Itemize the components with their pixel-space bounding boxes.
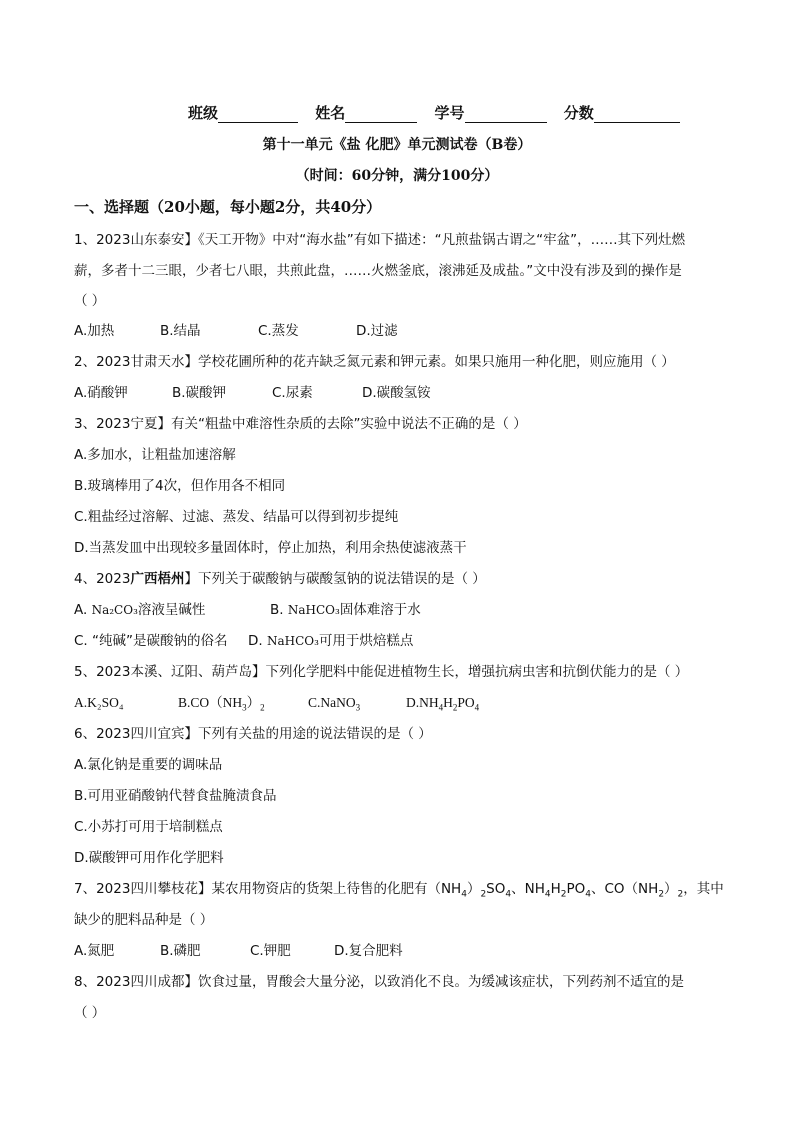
option-b[interactable]: $B.CO(NH_3)_2$ (178, 695, 265, 713)
question-7-line-1: 7、2023四川攀枝花】某农用物资店的货架上待售的化肥有$(NH_4)_2SO_4$、$NH_4H_2PO_4$、$CO(NH_2)_2$，其中 (74, 881, 724, 900)
question-2-options (74, 384, 724, 402)
exam-title: 第十一单元《盐 化肥》单元测试卷（B卷） (262, 137, 532, 153)
exam-subtitle: （时间：60分钟，满分100分） (295, 168, 499, 184)
question-1-line-2: 薪，多者十二三眼，少者七八眼，共煎此盘，……火燃釜底，滚沸延及成盐。”文中没有涉及到的操作是 (74, 263, 682, 279)
question-1-line-3: （ ） (74, 293, 106, 309)
student-number-field[interactable]: 学号 (435, 102, 547, 123)
option-d[interactable]: D.当蒸发皿中出现较多量固体时，停止加热，利用余热使滤液蒸干 (74, 540, 467, 556)
question-1-line-1: 1、2023山东泰安】《天工开物》中对“海水盐”有如下描述：“凡煎盐锅古谓之“牢盆”，……其下列灶燃 (74, 232, 686, 248)
option-a[interactable]: A.加热 (74, 323, 115, 339)
section-heading: 一、选择题（20小题，每小题2分，共40分） (74, 198, 382, 216)
student-info-fields (188, 102, 708, 124)
number-blank[interactable] (465, 106, 547, 123)
class-field[interactable]: 班级 (188, 102, 298, 123)
question-2-line-1: 2、2023甘肃天水】学校花圃所种的花卉缺乏氮元素和钾元素。如果只施用一种化肥，则应施用（ ） (74, 354, 675, 370)
question-7-options (74, 942, 724, 960)
question-4-options-row-1 (74, 601, 724, 619)
question-3-line-1: 3、2023宁夏】有关“粗盐中难溶性杂质的去除”实验中说法不正确的是（ ） (74, 416, 527, 432)
question-7-line-2: 缺少的肥料品种是（ ） (74, 912, 214, 928)
option-b[interactable]: B.结晶 (160, 323, 201, 339)
question-8-line-2: （ ） (74, 1005, 106, 1021)
option-a[interactable]: A.多加水，让粗盐加速溶解 (74, 447, 236, 463)
option-a[interactable]: A.K₂SO₄ (74, 695, 124, 710)
option-b[interactable]: B.可用亚硝酸钠代替食盐腌渍食品 (74, 788, 277, 804)
question-5-line-1: 5、2023本溪、辽阳、葫芦岛】下列化学肥料中能促进植物生长，增强抗病虫害和抗倒伏能力的是（ ） (74, 664, 689, 680)
name-field[interactable]: 姓名 (315, 102, 417, 123)
option-c[interactable]: C.小苏打可用于培制糕点 (74, 819, 223, 835)
option-c[interactable]: C. “纯碱”是碳酸钠的俗名 (74, 633, 228, 649)
question-5-options (74, 694, 724, 717)
name-blank[interactable] (345, 106, 417, 123)
question-8-line-1: 8、2023四川成都】饮食过量，胃酸会大量分泌，以致消化不良。为缓减该症状，下列药剂不适宜的是 (74, 974, 684, 990)
option-c[interactable]: C.钾肥 (250, 943, 291, 959)
class-blank[interactable] (218, 106, 298, 123)
option-c[interactable]: C.NaNO$_3$ (308, 695, 361, 713)
score-blank[interactable] (594, 106, 680, 123)
question-4-options-row-2 (74, 632, 724, 650)
question-6-line-1: 6、2023四川宜宾】下列有关盐的用途的说法错误的是（ ） (74, 726, 432, 742)
option-c[interactable]: C.蒸发 (258, 323, 299, 339)
option-b[interactable]: B.玻璃棒用了4次，但作用各不相同 (74, 478, 286, 494)
option-d[interactable]: $D.NH_4H_2PO_4$ (406, 695, 480, 713)
score-field[interactable]: 分数 (564, 102, 680, 123)
option-d[interactable]: D.过滤 (356, 323, 398, 339)
option-d[interactable]: D. NaHCO₃可用于烘焙糕点 (248, 633, 414, 649)
option-a[interactable]: A. Na₂CO₃溶液呈碱性 (74, 602, 206, 618)
option-a[interactable]: A.氯化钠是重要的调味品 (74, 757, 223, 773)
question-4-line-1: 4、2023广西梧州】下列关于碳酸钠与碳酸氢钠的说法错误的是（ ） (74, 571, 486, 587)
source-place: 广西梧州 (130, 571, 185, 587)
option-d[interactable]: D.碳酸氢铵 (362, 385, 431, 401)
option-a[interactable]: A.硝酸钾 (74, 385, 128, 401)
option-d[interactable]: D.碳酸钾可用作化学肥料 (74, 850, 224, 866)
option-c[interactable]: C.尿素 (272, 385, 313, 401)
option-b[interactable]: B.磷肥 (160, 943, 201, 959)
option-b[interactable]: B.碳酸钾 (172, 385, 227, 401)
option-b[interactable]: B. NaHCO₃固体难溶于水 (270, 602, 421, 618)
option-a[interactable]: A.氮肥 (74, 943, 115, 959)
option-c[interactable]: C.粗盐经过溶解、过滤、蒸发、结晶可以得到初步提纯 (74, 509, 399, 525)
option-d[interactable]: D.复合肥料 (334, 943, 403, 959)
question-1-options (74, 322, 724, 340)
